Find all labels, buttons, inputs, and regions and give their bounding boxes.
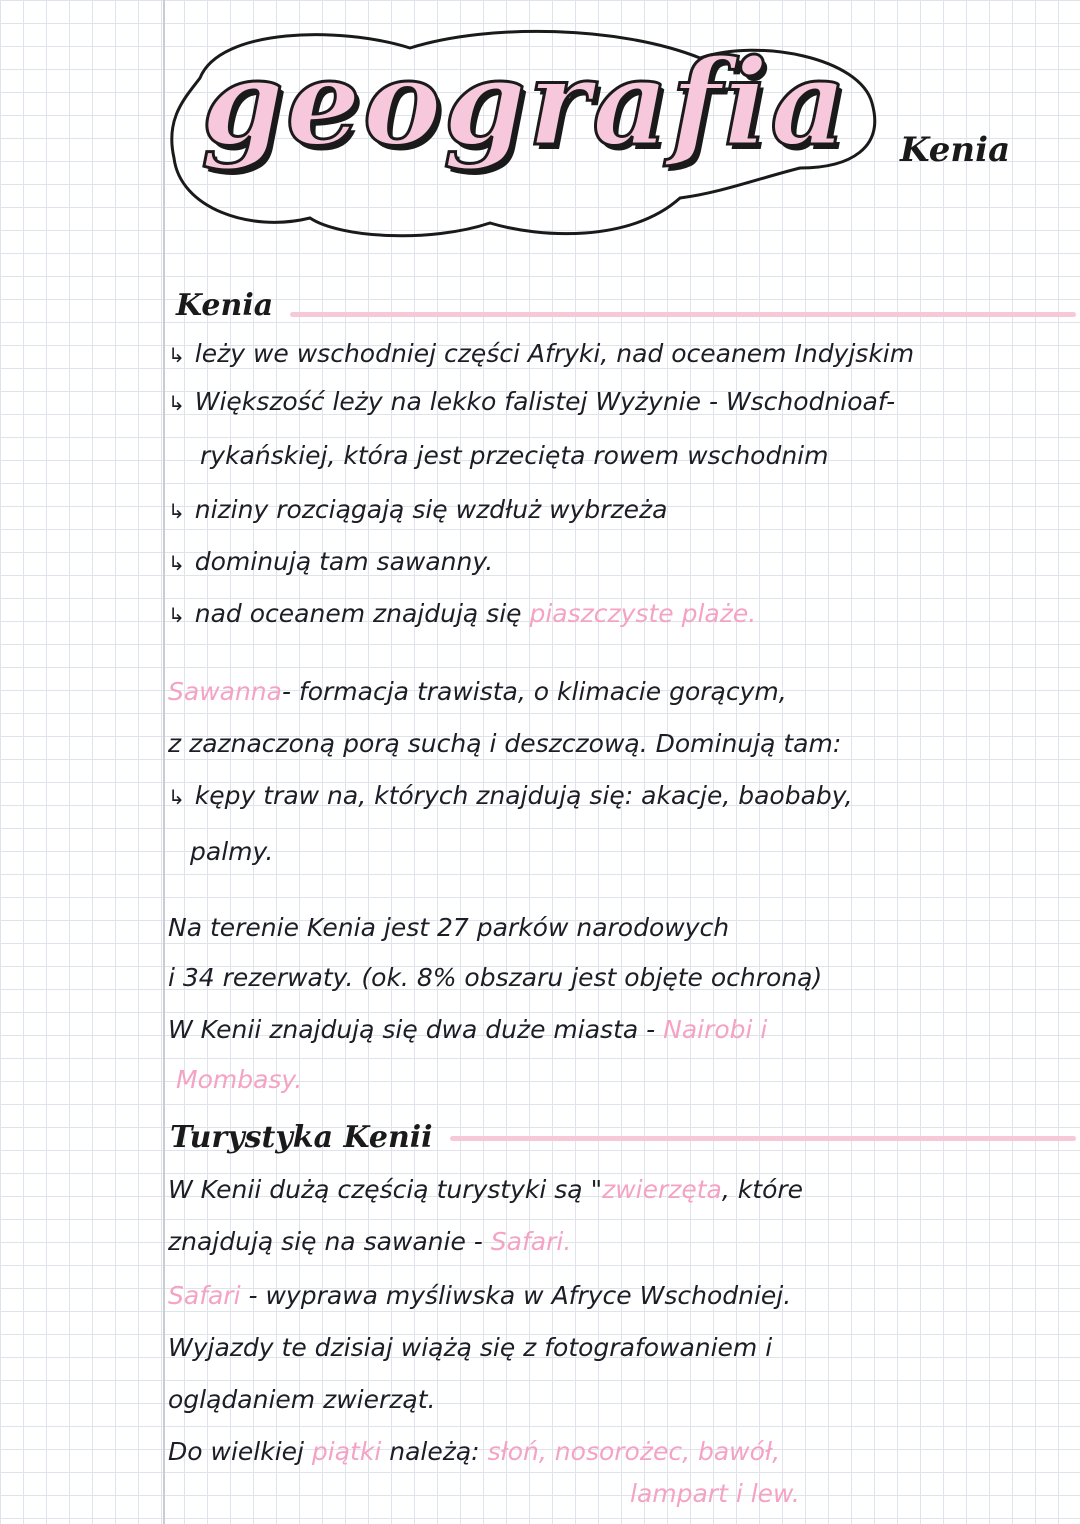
- cities-line: W Kenii znajdują się dwa duże miasta - Nairobi i: [168, 1015, 768, 1044]
- highlight-big-five: piątki: [311, 1437, 382, 1466]
- highlight-beaches: piaszczyste plaże.: [529, 599, 757, 628]
- big-five-line: Do wielkiej piątki należą: słoń, nosorożec, bawół,: [168, 1437, 781, 1466]
- arrow-icon: ↳: [168, 603, 185, 627]
- city-mombasa: Mombasy.: [176, 1065, 303, 1094]
- section-heading-kenia: Kenia: [176, 288, 274, 323]
- tourism-line: oglądaniem zwierząt.: [168, 1385, 436, 1414]
- list-item: ↳ leży we wschodniej części Afryki, nad oceanem Indyjskim: [168, 338, 914, 371]
- title-banner: [160, 18, 888, 246]
- section-heading-tourism: Turystyka Kenii: [170, 1120, 433, 1155]
- list-item: ↳ nad oceanem znajdują się piaszczyste plaże.: [168, 598, 756, 631]
- list-item-continuation: rykańskiej, która jest przecięta rowem wschodnim: [200, 441, 829, 470]
- tourism-line: znajdują się na sawanie - Safari.: [168, 1227, 572, 1256]
- tourism-line: W Kenii dużą częścią turystyki są "zwierzęta, które: [168, 1175, 804, 1204]
- tourism-line: Wyjazdy te dzisiaj wiążą się z fotografowaniem i: [168, 1333, 773, 1362]
- highlight-safari: Safari.: [490, 1227, 572, 1256]
- safari-definition: Safari - wyprawa myśliwska w Afryce Wschodniej.: [168, 1281, 792, 1310]
- parks-line: i 34 rezerwaty. (ok. 8% obszaru jest objęte ochroną): [168, 963, 823, 992]
- term-safari: Safari: [168, 1281, 241, 1310]
- big-five-list: słoń, nosorożec, bawół,: [487, 1437, 781, 1466]
- term-savanna: Sawanna: [168, 677, 282, 706]
- list-item: ↳ dominują tam sawanny.: [168, 546, 493, 579]
- arrow-icon: ↳: [168, 391, 185, 415]
- arrow-icon: ↳: [168, 785, 185, 809]
- savanna-line: z zaznaczoną porą suchą i deszczową. Dominują tam:: [168, 729, 842, 758]
- arrow-icon: ↳: [168, 551, 185, 575]
- heading-underline: [450, 1136, 1076, 1141]
- list-item: ↳ Większość leży na lekko falistej Wyżynie - Wschodnioaf-: [168, 386, 895, 419]
- highlight-animals: zwierzęta: [602, 1175, 722, 1204]
- page-title: geografia: [201, 33, 849, 172]
- arrow-icon: ↳: [168, 343, 185, 367]
- big-five-list-continued: lampart i lew.: [630, 1479, 800, 1508]
- heading-underline: [290, 312, 1076, 317]
- subject-tag: Kenia: [900, 130, 1011, 170]
- list-item: ↳ kępy traw na, których znajdują się: akacje, baobaby,: [168, 780, 853, 813]
- savanna-definition: Sawanna- formacja trawista, o klimacie gorącym,: [168, 677, 787, 706]
- parks-line: Na terenie Kenia jest 27 parków narodowych: [168, 913, 730, 942]
- arrow-icon: ↳: [168, 499, 185, 523]
- list-item: ↳ niziny rozciągają się wzdłuż wybrzeża: [168, 494, 667, 527]
- city-nairobi: Nairobi i: [663, 1015, 768, 1044]
- savanna-line: palmy.: [190, 837, 274, 866]
